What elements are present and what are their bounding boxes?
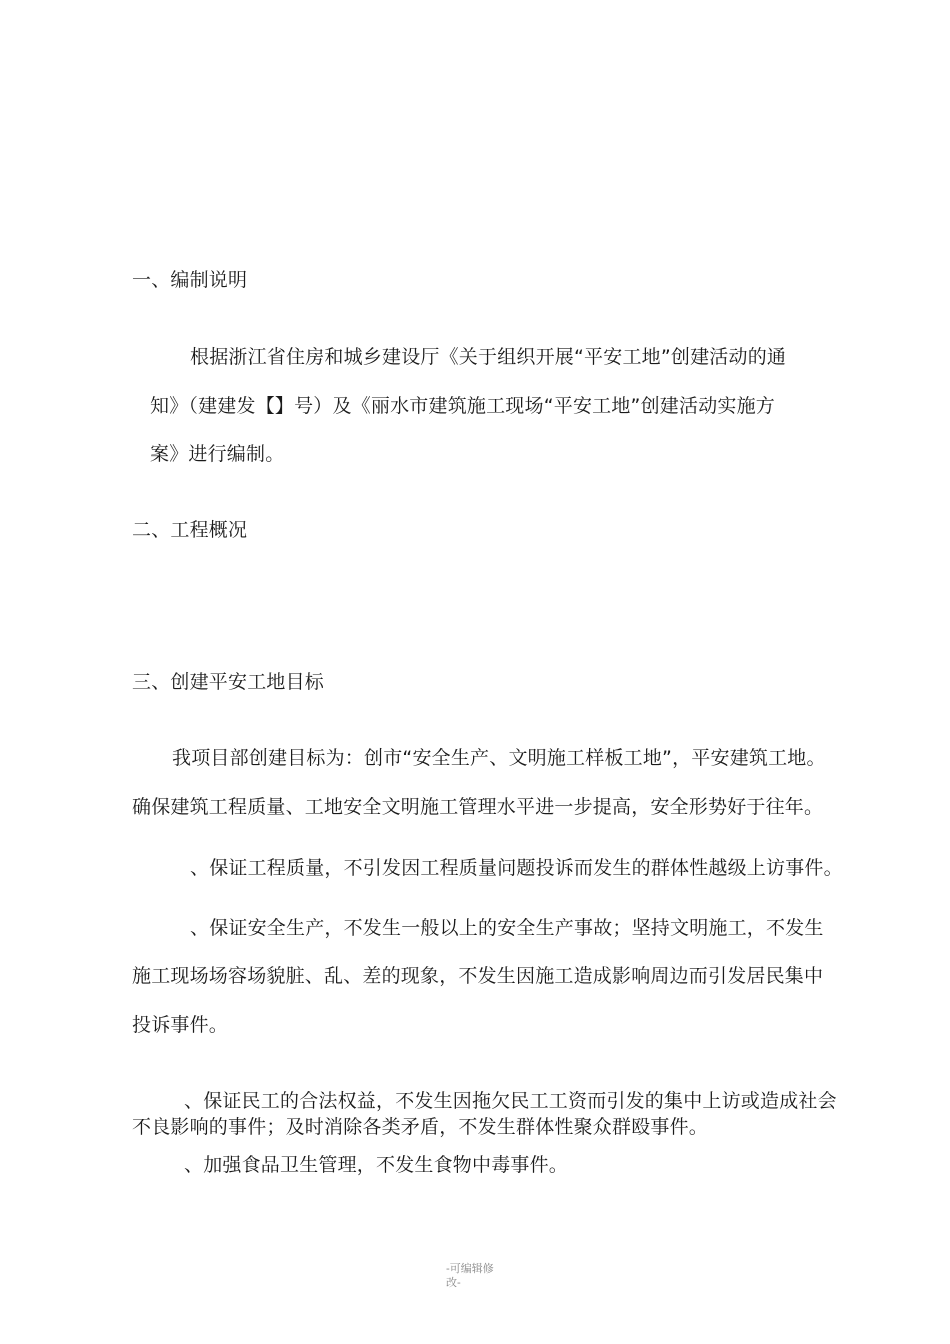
goal-item-3-line-1: 、保证民工的合法权益，不发生因拖欠民工工资而引发的集中上访或造成社会	[184, 1090, 837, 1112]
section-1-para-line-3: 案》进行编制。	[150, 443, 285, 465]
goal-item-4: 、加强食品卫生管理，不发生食物中毒事件。	[184, 1154, 569, 1176]
goal-item-2-line-2: 施工现场场容场貌脏、乱、差的现象，不发生因施工造成影响周边而引发居民集中	[132, 965, 824, 987]
goal-item-2-line-1: 、保证安全生产，不发生一般以上的安全生产事故；坚持文明施工，不发生	[190, 917, 824, 939]
section-3-intro-line-1: 我项目部创建目标为：创市“安全生产、文明施工样板工地”，平安建筑工地。	[172, 747, 826, 769]
section-1-para-line-2: 知》（建建发【】号）及《丽水市建筑施工现场“平安工地”创建活动实施方	[150, 395, 775, 417]
section-1-para-line-1: 根据浙江省住房和城乡建设厅《关于组织开展“平安工地”创建活动的通	[190, 346, 787, 368]
goal-item-3-line-2: 不良影响的事件；及时消除各类矛盾，不发生群体性聚众群殴事件。	[132, 1116, 709, 1138]
section-2-heading: 二、工程概况	[132, 519, 248, 541]
goal-item-2-line-3: 投诉事件。	[132, 1014, 229, 1036]
goal-item-1: 、保证工程质量，不引发因工程质量问题投诉而发生的群体性越级上访事件。	[190, 857, 843, 879]
section-3-intro-line-2: 确保建筑工程质量、工地安全文明施工管理水平进一步提高，安全形势好于往年。	[132, 796, 824, 818]
page-footer: -可编辑修改-	[446, 1262, 494, 1289]
section-1-heading: 一、编制说明	[132, 269, 248, 291]
section-3-heading: 三、创建平安工地目标	[132, 671, 325, 693]
